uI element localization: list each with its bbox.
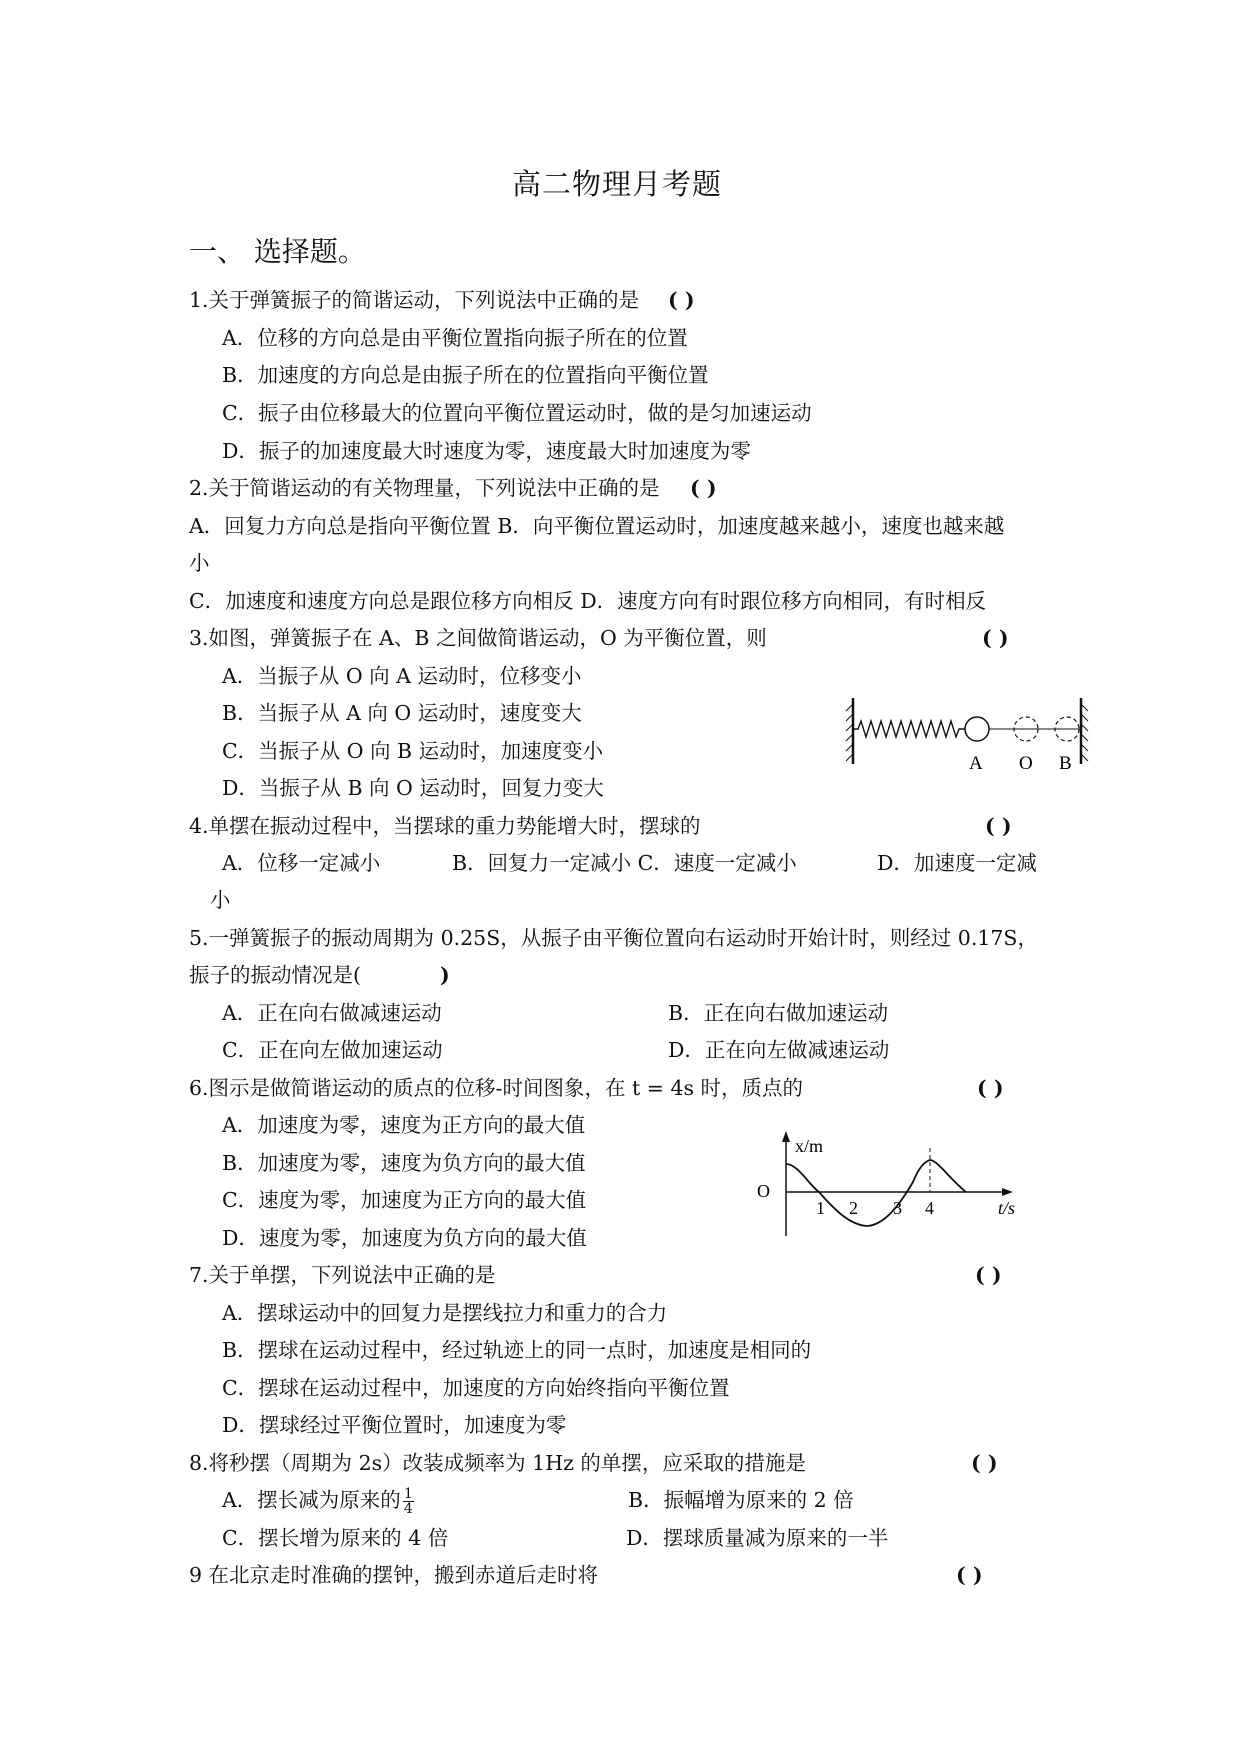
q7-option-d: D．摆球经过平衡位置时，加速度为零 xyxy=(222,1413,567,1437)
q3-stem: 3.如图，弹簧振子在 A、B 之间做简谐运动，O 为平衡位置，则 xyxy=(189,626,767,650)
q2-options-ab-wrap: 小 xyxy=(189,551,210,575)
q6-option-a: A．加速度为零，速度为正方向的最大值 xyxy=(222,1113,586,1137)
q6-option-c: C．速度为零，加速度为正方向的最大值 xyxy=(222,1188,587,1212)
q8-option-c: C．摆长增为原来的 4 倍 xyxy=(222,1526,449,1550)
fraction-one-quarter: $\frac{1}{4}$ xyxy=(403,1486,413,1517)
displacement-time-graph xyxy=(755,1130,1035,1240)
q9-answer-paren[interactable]: ( ) xyxy=(956,1563,983,1587)
q1-option-b: B．加速度的方向总是由振子所在的位置指向平衡位置 xyxy=(222,363,709,387)
q4-options-bc: B．回复力一定减小 C．速度一定减小 xyxy=(452,851,797,875)
q1-answer-paren[interactable]: ( ) xyxy=(668,288,695,312)
displacement-curve xyxy=(786,1160,966,1226)
q4-answer-paren[interactable]: ( ) xyxy=(985,814,1012,838)
q6-answer-paren[interactable]: ( ) xyxy=(977,1076,1004,1100)
q1-option-d: D．振子的加速度最大时速度为零，速度最大时加速度为零 xyxy=(222,439,751,463)
q5-answer-paren[interactable]: ) xyxy=(440,963,450,987)
tick-3: 3 xyxy=(893,1198,902,1218)
q6-option-b: B．加速度为零，速度为负方向的最大值 xyxy=(222,1151,586,1175)
q8-answer-paren[interactable]: ( ) xyxy=(971,1451,998,1475)
label-a: A xyxy=(969,753,983,774)
q5-stem-2: 振子的振动情况是( xyxy=(189,963,361,987)
q4-option-d-wrap: 小 xyxy=(210,888,231,912)
q3-option-b: B．当振子从 A 向 O 运动时，速度变大 xyxy=(222,701,582,725)
q3-answer-paren[interactable]: ( ) xyxy=(982,626,1009,650)
q3-option-c: C．当振子从 O 向 B 运动时，加速度变小 xyxy=(222,739,604,763)
q2-stem: 2.关于简谐运动的有关物理量，下列说法中正确的是 xyxy=(189,476,660,500)
label-o: O xyxy=(1019,753,1033,774)
q8-option-d: D．摆球质量减为原来的一半 xyxy=(626,1526,889,1550)
q1-option-a: A．位移的方向总是由平衡位置指向振子所在的位置 xyxy=(222,326,688,350)
q4-option-a: A．位移一定减小 xyxy=(222,851,381,875)
q5-option-b: B．正在向右做加速运动 xyxy=(668,1001,889,1025)
page-title: 高二物理月考题 xyxy=(512,167,723,201)
q7-answer-paren[interactable]: ( ) xyxy=(975,1263,1002,1287)
x-axis-label: t/s xyxy=(998,1198,1016,1218)
q1-option-c: C．振子由位移最大的位置向平衡位置运动时，做的是匀加速运动 xyxy=(222,401,812,425)
label-b: B xyxy=(1059,753,1072,774)
q3-option-d: D．当振子从 B 向 O 运动时，回复力变大 xyxy=(222,776,604,800)
q2-answer-paren[interactable]: ( ) xyxy=(690,476,717,500)
oscillator-ball xyxy=(965,717,989,741)
q7-option-b: B．摆球在运动过程中，经过轨迹上的同一点时，加速度是相同的 xyxy=(222,1338,812,1362)
q1-stem: 1.关于弹簧振子的简谐运动，下列说法中正确的是 xyxy=(189,288,640,312)
q7-option-a: A．摆球运动中的回复力是摆线拉力和重力的合力 xyxy=(222,1301,668,1325)
q8-option-a-text: A．摆长减为原来的 xyxy=(222,1488,401,1512)
q8-option-a xyxy=(222,1487,416,1516)
q6-stem: 6.图示是做简谐运动的质点的位移-时间图象，在 t = 4s 时，质点的 xyxy=(189,1076,804,1100)
q4-stem: 4.单摆在振动过程中，当摆球的重力势能增大时，摆球的 xyxy=(189,814,701,838)
q5-option-d: D．正在向左做减速运动 xyxy=(668,1038,890,1062)
q2-options-ab: A．回复力方向总是指向平衡位置 B．向平衡位置运动时，加速度越来越小，速度也越来越 xyxy=(189,514,1005,538)
q7-stem: 7.关于单摆，下列说法中正确的是 xyxy=(189,1263,496,1287)
spring-oscillator-figure xyxy=(845,694,1095,774)
q5-option-c: C．正在向左做加速运动 xyxy=(222,1038,443,1062)
q3-option-a: A．当振子从 O 向 A 运动时，位移变小 xyxy=(222,664,582,688)
y-axis-label: x/m xyxy=(795,1136,824,1156)
tick-1: 1 xyxy=(816,1198,825,1218)
q5-option-a: A．正在向右做减速运动 xyxy=(222,1001,442,1025)
q2-options-cd: C．加速度和速度方向总是跟位移方向相反 D．速度方向有时跟位移方向相同，有时相反 xyxy=(189,589,987,613)
q6-option-d: D．速度为零，加速度为负方向的最大值 xyxy=(222,1226,587,1250)
tick-2: 2 xyxy=(849,1198,858,1218)
origin-label: O xyxy=(757,1181,770,1201)
q4-option-d: D．加速度一定减 xyxy=(877,851,1037,875)
q7-option-c: C．摆球在运动过程中，加速度的方向始终指向平衡位置 xyxy=(222,1376,730,1400)
q9-stem: 9 在北京走时准确的摆钟，搬到赤道后走时将 xyxy=(189,1563,599,1587)
tick-4: 4 xyxy=(925,1198,934,1218)
section-heading: 一、 选择题。 xyxy=(189,235,366,268)
q5-stem-1: 5.一弹簧振子的振动周期为 0.25S，从振子由平衡位置向右运动时开始计时，则经过 0.17S， xyxy=(189,926,1038,950)
q8-option-b: B．振幅增为原来的 2 倍 xyxy=(628,1488,854,1512)
q8-stem: 8.将秒摆（周期为 2s）改装成频率为 1Hz 的单摆，应采取的措施是 xyxy=(189,1451,806,1475)
